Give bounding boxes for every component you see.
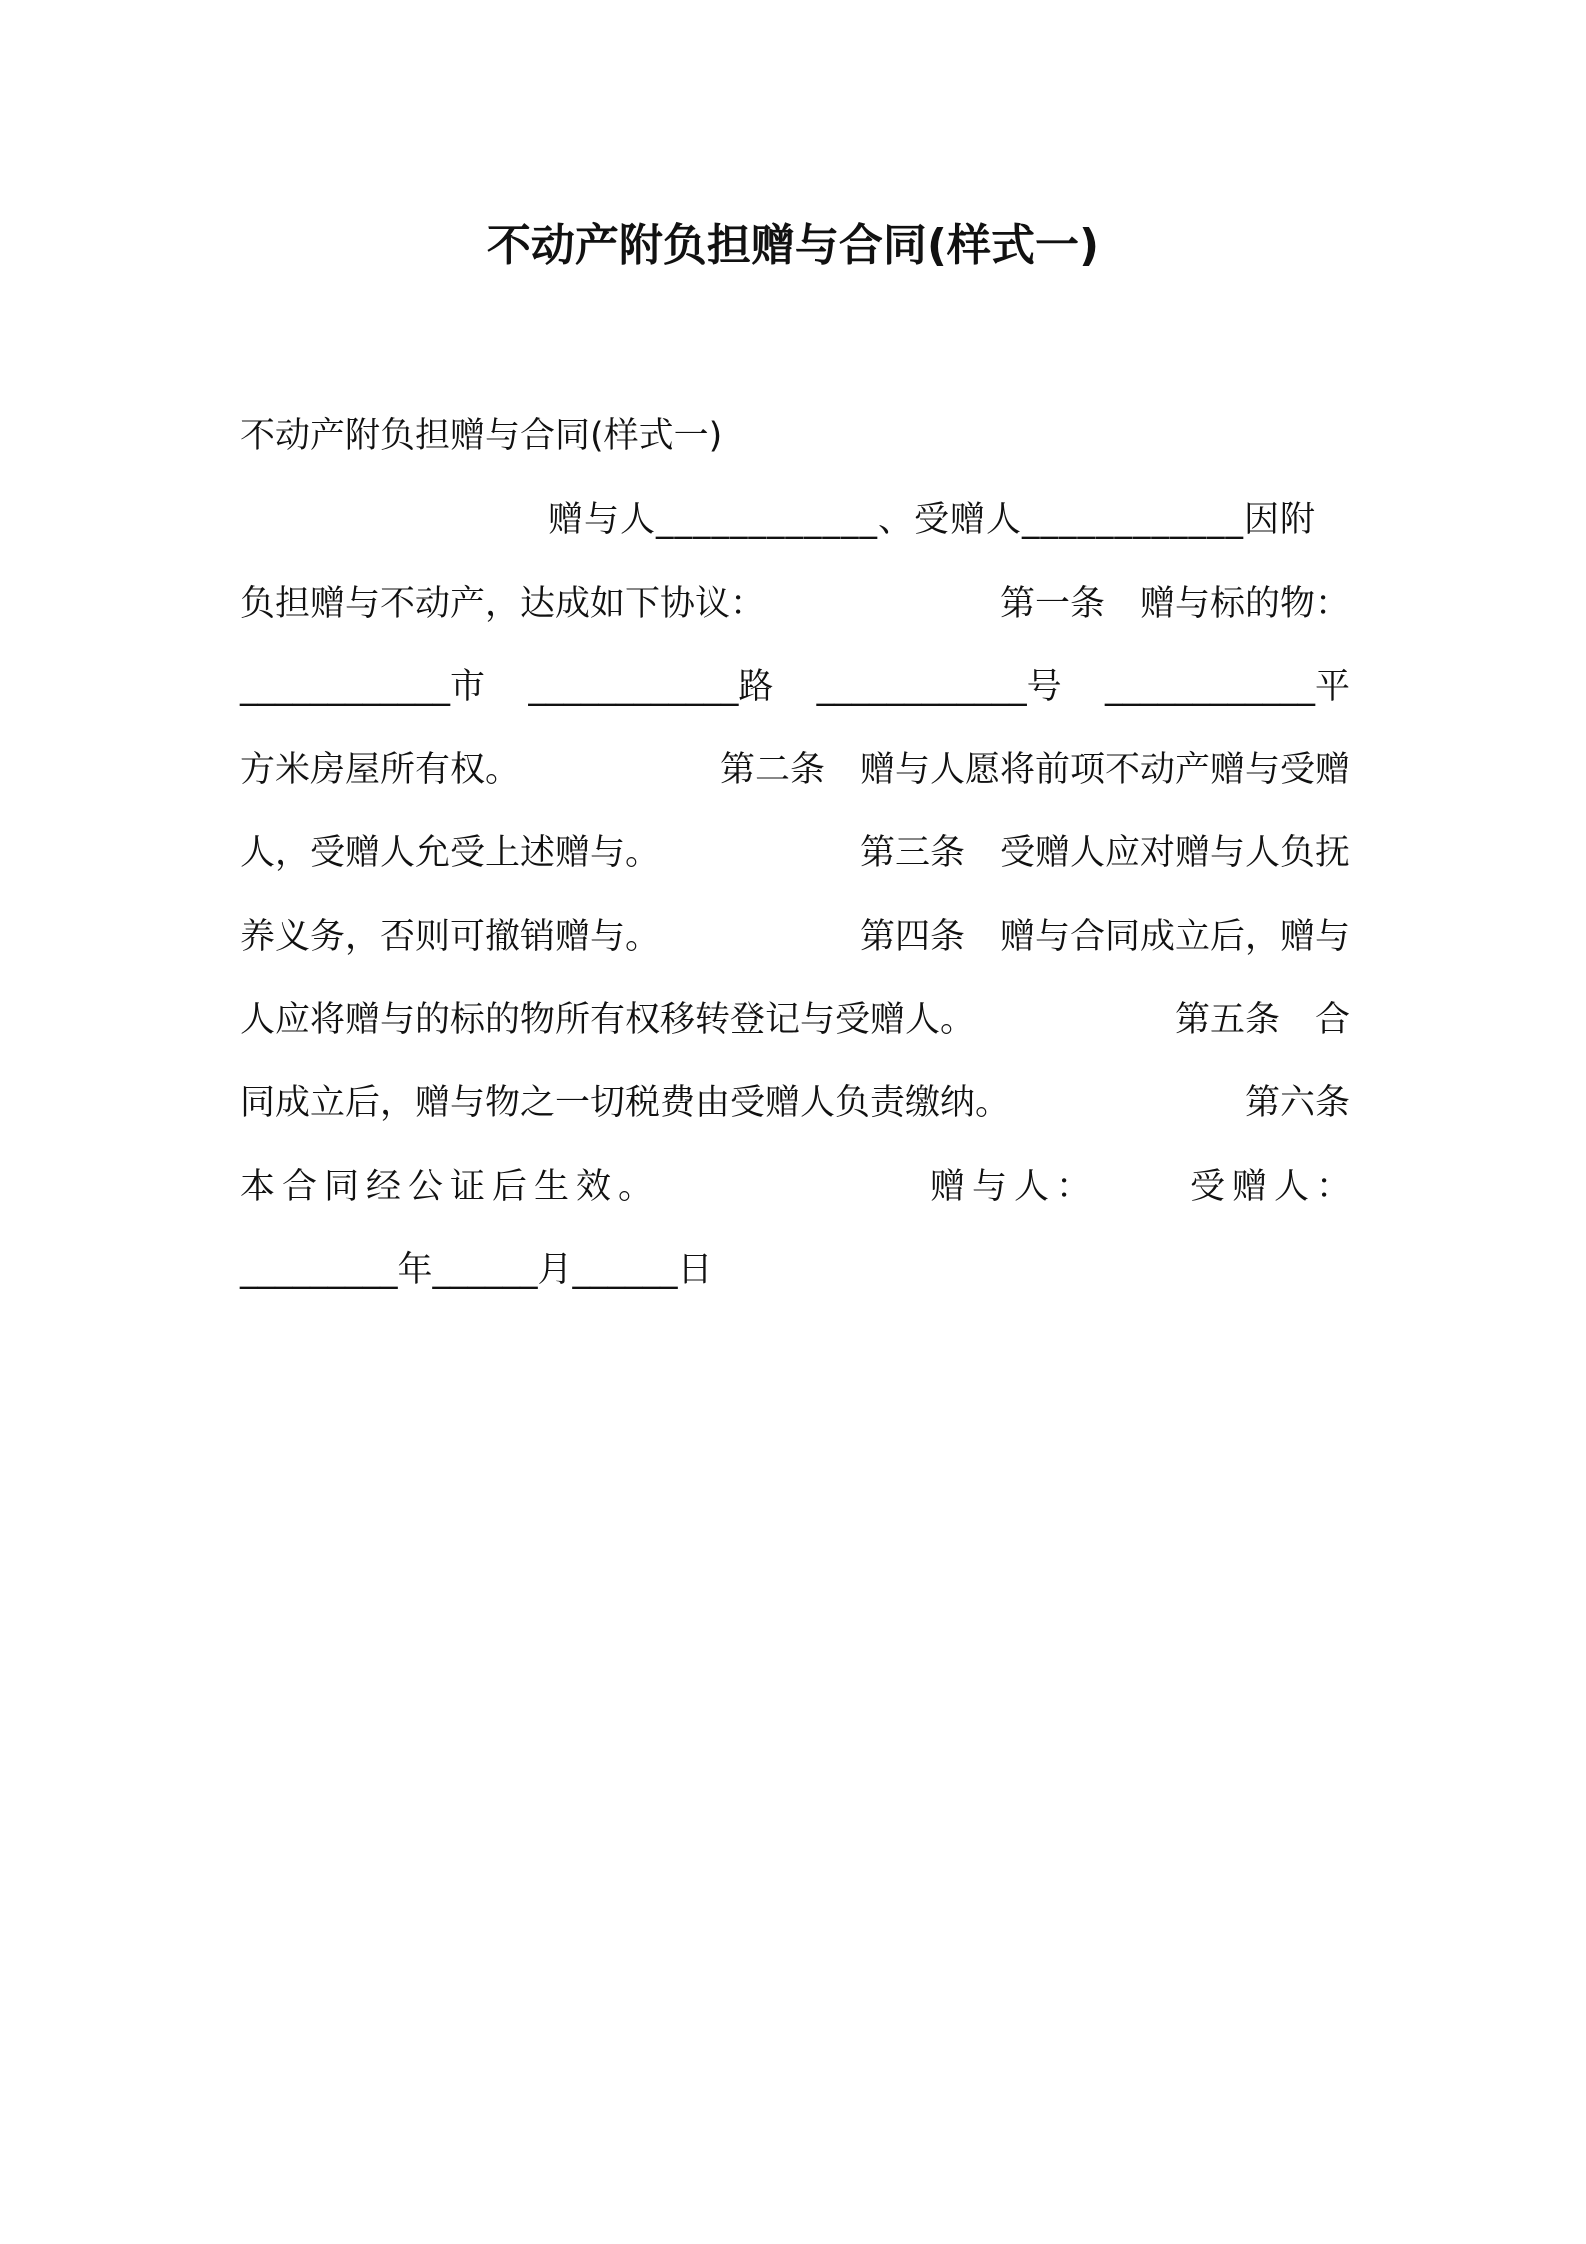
article-6-heading: 第六条 xyxy=(1244,1083,1350,1123)
number-blank: ____________号 xyxy=(816,667,1062,707)
intro-text: 负担赠与不动产，达成如下协议： xyxy=(240,584,766,624)
contract-line-4 xyxy=(240,740,1350,800)
date-blank: _________年______月______日 xyxy=(240,1250,713,1290)
contract-line-5 xyxy=(240,823,1350,883)
area-blank: ____________平 xyxy=(1104,667,1350,707)
contract-line-6 xyxy=(240,907,1350,967)
effective-text: 本合同经公证后生效。 xyxy=(240,1167,661,1207)
document-subtitle xyxy=(240,406,1350,466)
article-2-text: 第二条 赠与人愿将前项不动产赠与受赠 xyxy=(719,750,1350,790)
donor-signature-label: 赠与人： xyxy=(930,1167,1099,1207)
ownership-text: 方米房屋所有权。 xyxy=(240,750,521,790)
contract-line-3 xyxy=(240,657,1350,717)
article-3-text: 第三条 受赠人应对赠与人负抚 xyxy=(859,833,1350,873)
tax-text: 同成立后，赠与物之一切税费由受赠人负责缴纳。 xyxy=(240,1083,1011,1123)
acceptance-text: 人，受赠人允受上述赠与。 xyxy=(240,833,661,873)
article-5-text: 第五条 合 xyxy=(1174,1000,1350,1040)
article-4-text: 第四条 赠与合同成立后，赠与 xyxy=(859,917,1350,957)
road-blank: ____________路 xyxy=(528,667,774,707)
article-1-heading: 第一条 赠与标的物： xyxy=(999,584,1350,624)
contract-line-10 xyxy=(240,1240,1350,1300)
city-blank: ____________市 xyxy=(240,667,486,707)
contract-line-7 xyxy=(240,990,1350,1050)
revocation-text: 养义务，否则可撤销赠与。 xyxy=(240,917,661,957)
subtitle-text: 不动产附负担赠与合同(样式一) xyxy=(240,416,723,456)
contract-line-9 xyxy=(240,1157,1359,1217)
transfer-text: 人应将赠与的标的物所有权移转登记与受赠人。 xyxy=(240,1000,976,1040)
contract-line-1 xyxy=(548,490,1350,550)
donee-signature-label: 受赠人： xyxy=(1190,1167,1359,1207)
contract-line-8 xyxy=(240,1073,1350,1133)
document-title: 不动产附负担赠与合同(样式一) xyxy=(486,220,1100,271)
parties-text: 赠与人____________、受赠人____________因附 xyxy=(548,500,1317,540)
contract-line-2 xyxy=(240,574,1350,634)
